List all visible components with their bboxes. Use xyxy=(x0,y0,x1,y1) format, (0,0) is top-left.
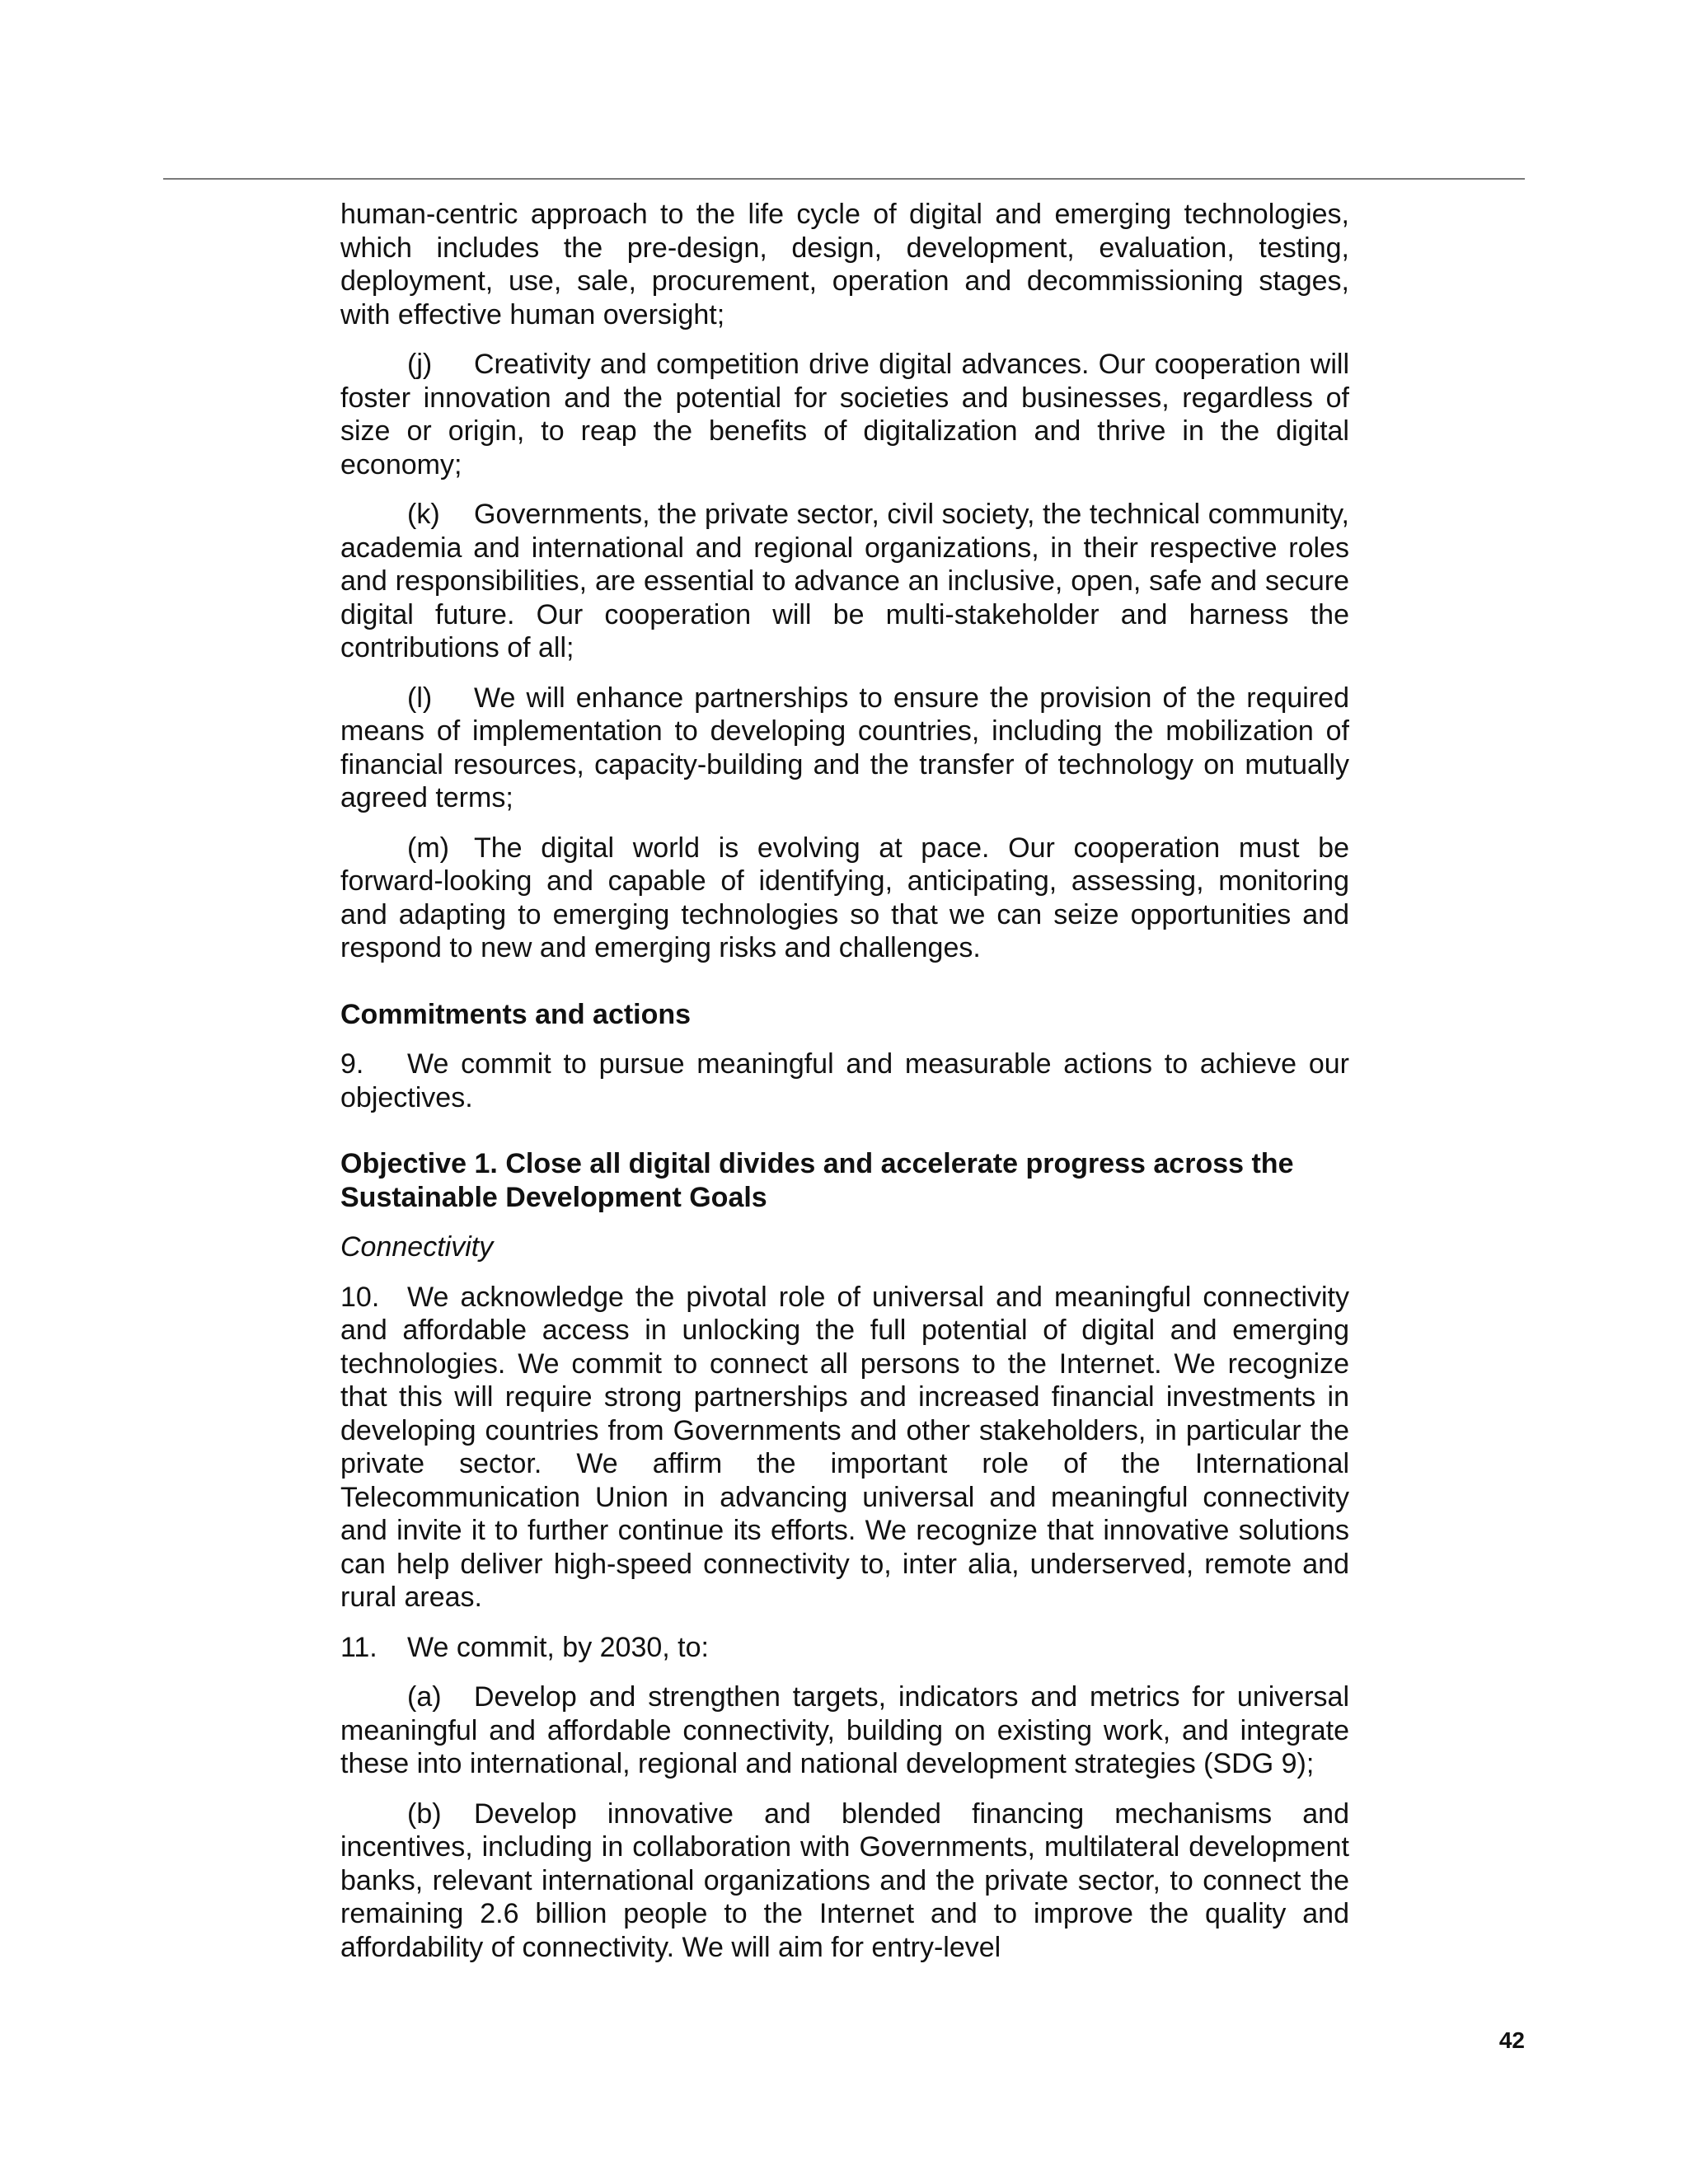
paragraph-l xyxy=(340,682,1349,815)
paragraph-text: human-centric approach to the life cycle of digital and emerging technologies, which includes the pre-design, design, development, evaluation, testing, deployment, use, sale, procurement, operation and decommissioning stages, with effective human oversight; xyxy=(340,199,1349,330)
header-rule xyxy=(163,178,1525,180)
paragraph-9 xyxy=(340,1047,1349,1114)
paragraph-text: The digital world is evolving at pace. Our cooperation must be forward-looking and capable of identifying, anticipating, assessing, monitoring and adapting to emerging technologies so that we can seize opportunities and respond to new and emerging risks and challenges. xyxy=(340,832,1349,963)
objective-1-heading: Objective 1. Close all digital divides and accelerate progress across the Sustainable Development Goals xyxy=(340,1148,1294,1213)
paragraph-label: 10. xyxy=(340,1281,380,1313)
paragraph-m xyxy=(340,832,1349,965)
paragraph-11a xyxy=(340,1680,1349,1781)
paragraph-text: Creativity and competition drive digital advances. Our cooperation will foster innovation and the potential for societies and businesses, regardless of size or origin, to reap the benefits of digitalization and thrive in the digital economy; xyxy=(340,349,1349,480)
paragraph-text: We acknowledge the pivotal role of universal and meaningful connectivity and affordable access in unlocking the full potential of digital and emerging technologies. We commit to connect all persons to the Internet. We recognize that this will require strong partnerships and increased financial investments in developing countries from Governments and other stakeholders, in particular the private sector. We affirm the important role of the International Telecommunication Union in advancing universal and meaningful connectivity and invite it to further continue its efforts. We recognize that innovative solutions can help deliver high-speed connectivity to, inter alia, underserved, remote and rural areas. xyxy=(340,1281,1349,1613)
paragraph-label: 9. xyxy=(340,1048,364,1080)
paragraph-label: (k) xyxy=(407,499,440,530)
paragraph-label: (j) xyxy=(407,349,433,380)
paragraph-text: We will enhance partnerships to ensure the provision of the required means of implementation to developing countries, including the mobilization of financial resources, capacity-building and the transfer of technology on mutually agreed terms; xyxy=(340,682,1349,813)
paragraph-continued xyxy=(340,198,1349,331)
subheading-connectivity: Connectivity xyxy=(340,1231,494,1263)
paragraph-j xyxy=(340,348,1349,481)
section-heading-commitments: Commitments and actions xyxy=(340,998,692,1030)
paragraph-label: (m) xyxy=(407,832,449,864)
paragraph-label: (a) xyxy=(407,1681,442,1713)
paragraph-11b xyxy=(340,1797,1349,1965)
paragraph-text: Develop and strengthen targets, indicators and metrics for universal meaningful and affordable connectivity, building on existing work, and integrate these into international, regional and national development strategies (SDG 9); xyxy=(340,1681,1349,1779)
paragraph-text: We commit, by 2030, to: xyxy=(407,1631,709,1663)
paragraph-k xyxy=(340,498,1349,665)
paragraph-11 xyxy=(340,1631,1349,1665)
paragraph-text: Develop innovative and blended financing mechanisms and incentives, including in collaboration with Governments, multilateral development banks, relevant international organizations and the private sector, to connect the remaining 2.6 billion people to the Internet and to improve the quality and affordability of connectivity. We will aim for entry-level xyxy=(340,1797,1349,1963)
paragraph-label: 11. xyxy=(340,1631,377,1663)
page-number: 42 xyxy=(1498,2027,1525,2053)
paragraph-text: We commit to pursue meaningful and measurable actions to achieve our objectives. xyxy=(340,1048,1349,1113)
paragraph-text: Governments, the private sector, civil society, the technical community, academia and international and regional organizations, in their respective roles and responsibilities, are essential to advance an inclusive, open, safe and secure digital future. Our cooperation will be multi-stakeholder and harness the contributions of all; xyxy=(340,499,1349,663)
paragraph-10 xyxy=(340,1281,1349,1615)
paragraph-label: (b) xyxy=(407,1797,442,1830)
document-body xyxy=(340,198,1349,1980)
paragraph-label: (l) xyxy=(407,682,433,714)
